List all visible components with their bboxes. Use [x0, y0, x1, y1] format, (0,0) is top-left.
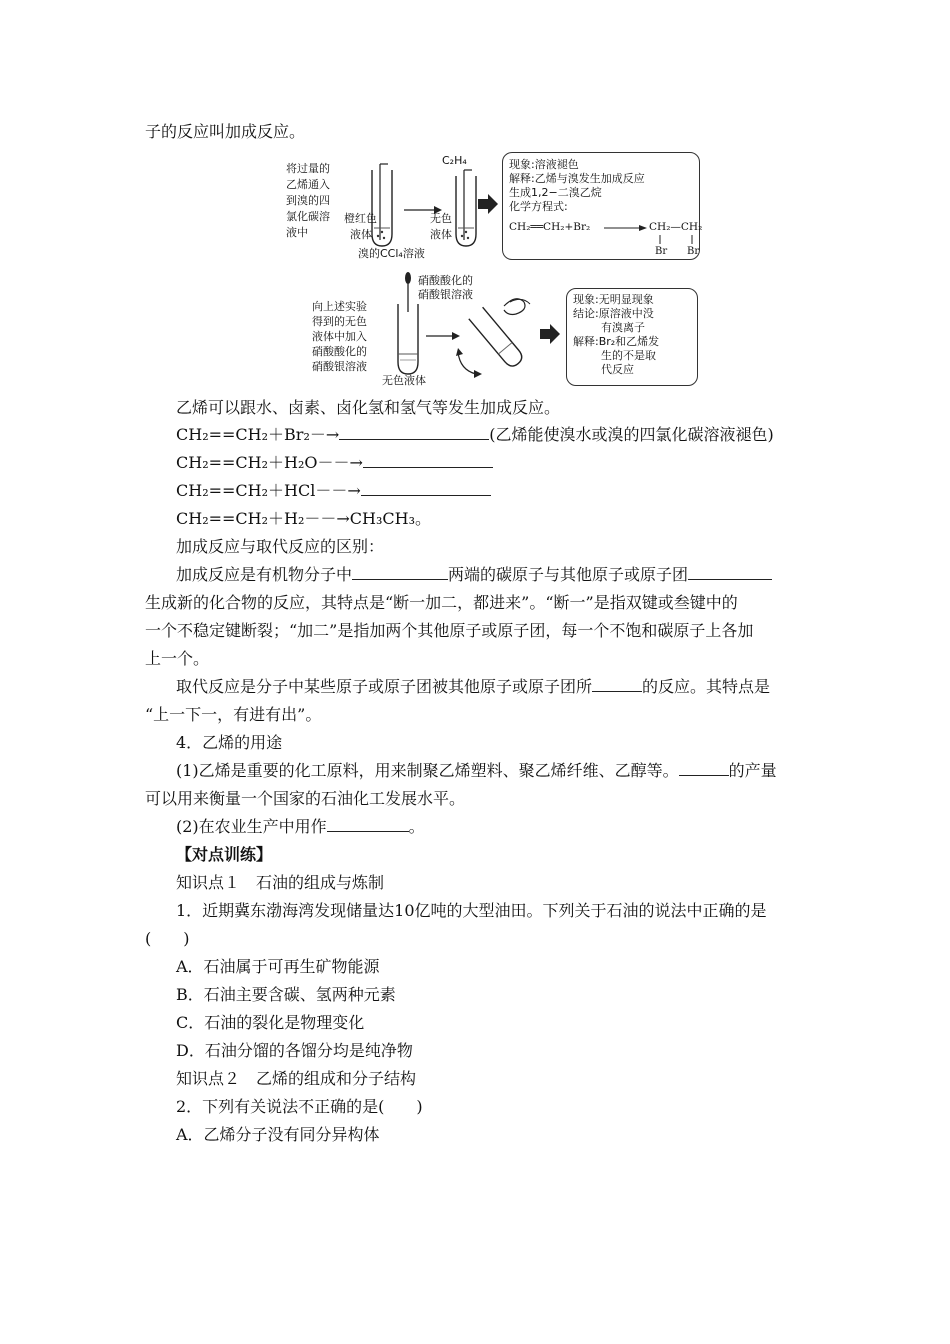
addition-intro: 乙烯可以跟水、卤素、卤化氢和氢气等发生加成反应。	[176, 398, 561, 417]
fig2-result-line2: 结论:原溶液中没	[573, 307, 654, 320]
fig1-bond-lines	[653, 235, 703, 245]
use-2-line	[176, 817, 425, 837]
fig1-br1: Br	[655, 246, 668, 257]
fig1-result-box	[502, 152, 703, 260]
equation-2-blank	[363, 453, 493, 468]
equation-2	[176, 453, 493, 473]
fig1-block-arrow-icon	[476, 192, 500, 216]
fig1-equation-right: CH₂—CH₂	[649, 221, 703, 233]
fig1-result-line3: 生成1,2−二溴乙烷	[509, 186, 602, 199]
fig1-result-line2: 解释:乙烯与溴发生加成反应	[509, 172, 645, 185]
equation-2-left: CH₂==CH₂＋H₂O－－→	[176, 453, 363, 472]
question-1-option-a: A．石油属于可再生矿物能源	[176, 957, 380, 976]
fig2-top-label-2: 硝酸银溶液	[418, 288, 473, 301]
equation-1-left: CH₂==CH₂＋Br₂－→	[176, 425, 340, 444]
fig1-label-colorless-2: 液体	[430, 228, 452, 241]
uses-title: 4．乙烯的用途	[176, 733, 283, 752]
use-2-blank	[327, 817, 409, 832]
figure-silver-nitrate-test	[310, 266, 700, 388]
training-heading: 【对点训练】	[176, 845, 273, 864]
fig1-label-orange-1: 橙红色	[344, 212, 377, 225]
fig2-apparatus-drawing	[310, 266, 560, 388]
question-1: 1．近期冀东渤海湾发现储量达10亿吨的大型油田。下列关于石油的说法中正确的是	[176, 901, 767, 920]
fig1-equation-arrow-icon	[603, 223, 649, 233]
substitution-def-line1	[176, 677, 770, 697]
fig1-label-colorless-1: 无色	[430, 212, 452, 225]
question-2: 2．下列有关说法不正确的是( )	[176, 1097, 423, 1116]
question-1-option-b: B．石油主要含碳、氢两种元素	[176, 985, 396, 1004]
substitution-def-line2: “上一下一，有进有出”。	[145, 705, 322, 724]
use-1-blank	[679, 761, 729, 776]
fig2-left-text-5: 硝酸银溶液	[312, 360, 367, 373]
substitution-blank	[592, 677, 642, 692]
fig2-result-line6: 代反应	[601, 363, 634, 376]
addition-def-line2: 生成新的化合物的反应，其特点是“断一加二，都进来”。“断一”是指双键或叁键中的	[145, 593, 738, 612]
fig2-left-text-1: 向上述实验	[312, 300, 367, 313]
use-1-b: 的产量	[728, 761, 777, 780]
equation-3-left: CH₂==CH₂＋HCl－－→	[176, 481, 361, 500]
fig2-top-label-1: 硝酸酸化的	[418, 274, 473, 287]
fig1-equation-left: CH₂══CH₂+Br₂	[509, 221, 591, 233]
addition-def-line3: 一个不稳定键断裂；“加二”是指加两个其他原子或原子团，每一个不饱和碳原子上各加	[145, 621, 754, 640]
intro-line: 子的反应叫加成反应。	[145, 122, 306, 141]
fig1-label-orange-2: 液体	[350, 228, 372, 241]
fig1-left-text-1: 将过量的	[286, 162, 330, 175]
fig2-result-box	[566, 288, 698, 386]
fig2-result-line5: 生的不是取	[601, 349, 656, 362]
fig1-label-bottom: 溴的CCl₄溶液	[358, 247, 425, 260]
fig1-gas-label: C₂H₄	[442, 154, 467, 167]
fig2-left-text-4: 硝酸酸化的	[312, 345, 367, 358]
fig2-block-arrow-icon	[538, 322, 562, 346]
addition-blank-1	[352, 565, 448, 580]
addition-def-line1	[176, 565, 772, 585]
fig1-result-line1: 现象:溶液褪色	[509, 158, 579, 171]
use-2-a: (2)在农业生产中用作	[176, 817, 327, 836]
addition-def-line4: 上一个。	[145, 649, 210, 668]
question-1-paren: ( )	[145, 929, 190, 948]
fig2-bottom-label: 无色液体	[382, 374, 426, 387]
fig2-result-line3: 有溴离子	[601, 321, 645, 334]
fig1-result-line4: 化学方程式:	[509, 200, 568, 213]
equation-1-note: (乙烯能使溴水或溴的四氯化碳溶液褪色)	[489, 425, 774, 444]
fig2-result-line1: 现象:无明显现象	[573, 293, 654, 306]
fig1-left-text-5: 液中	[286, 226, 308, 239]
figure-bromine-addition	[284, 150, 703, 262]
use-2-b: 。	[408, 817, 425, 836]
question-2-option-a: A．乙烯分子没有同分异构体	[176, 1125, 380, 1144]
fig2-left-text-2: 得到的无色	[312, 315, 367, 328]
difference-title: 加成反应与取代反应的区别：	[176, 537, 385, 556]
knowledge-point-1: 知识点１ 石油的组成与炼制	[176, 873, 385, 892]
fig1-br2: Br	[687, 246, 700, 257]
addition-blank-2	[688, 565, 772, 580]
equation-3	[176, 481, 491, 501]
knowledge-point-2: 知识点２ 乙烯的组成和分子结构	[176, 1069, 417, 1088]
fig2-result-line4: 解释:Br₂和乙烯发	[573, 335, 660, 348]
addition-def-a: 加成反应是有机物分子中	[176, 565, 353, 584]
use-1-a: (1)乙烯是重要的化工原料，用来制聚乙烯塑料、聚乙烯纤维、乙醇等。	[176, 761, 679, 780]
substitution-def-b: 的反应。其特点是	[642, 677, 771, 696]
fig1-left-text-2: 乙烯通入	[286, 178, 330, 191]
equation-3-blank	[361, 481, 491, 496]
fig2-left-text-3: 液体中加入	[312, 330, 367, 343]
addition-def-b: 两端的碳原子与其他原子或原子团	[448, 565, 689, 584]
equation-1	[176, 425, 774, 445]
use-1-line1	[176, 761, 777, 781]
fig1-left-text-3: 到溴的四	[286, 194, 330, 207]
use-1-line2: 可以用来衡量一个国家的石油化工发展水平。	[145, 789, 466, 808]
substitution-def-a: 取代反应是分子中某些原子或原子团被其他原子或原子团所	[176, 677, 593, 696]
question-1-option-d: D．石油分馏的各馏分均是纯净物	[176, 1041, 413, 1060]
question-1-option-c: C．石油的裂化是物理变化	[176, 1013, 365, 1032]
equation-1-blank	[339, 425, 489, 440]
fig1-left-text-4: 氯化碳溶	[286, 210, 330, 223]
equation-4: CH₂==CH₂＋H₂－－→CH₃CH₃。	[176, 509, 432, 528]
